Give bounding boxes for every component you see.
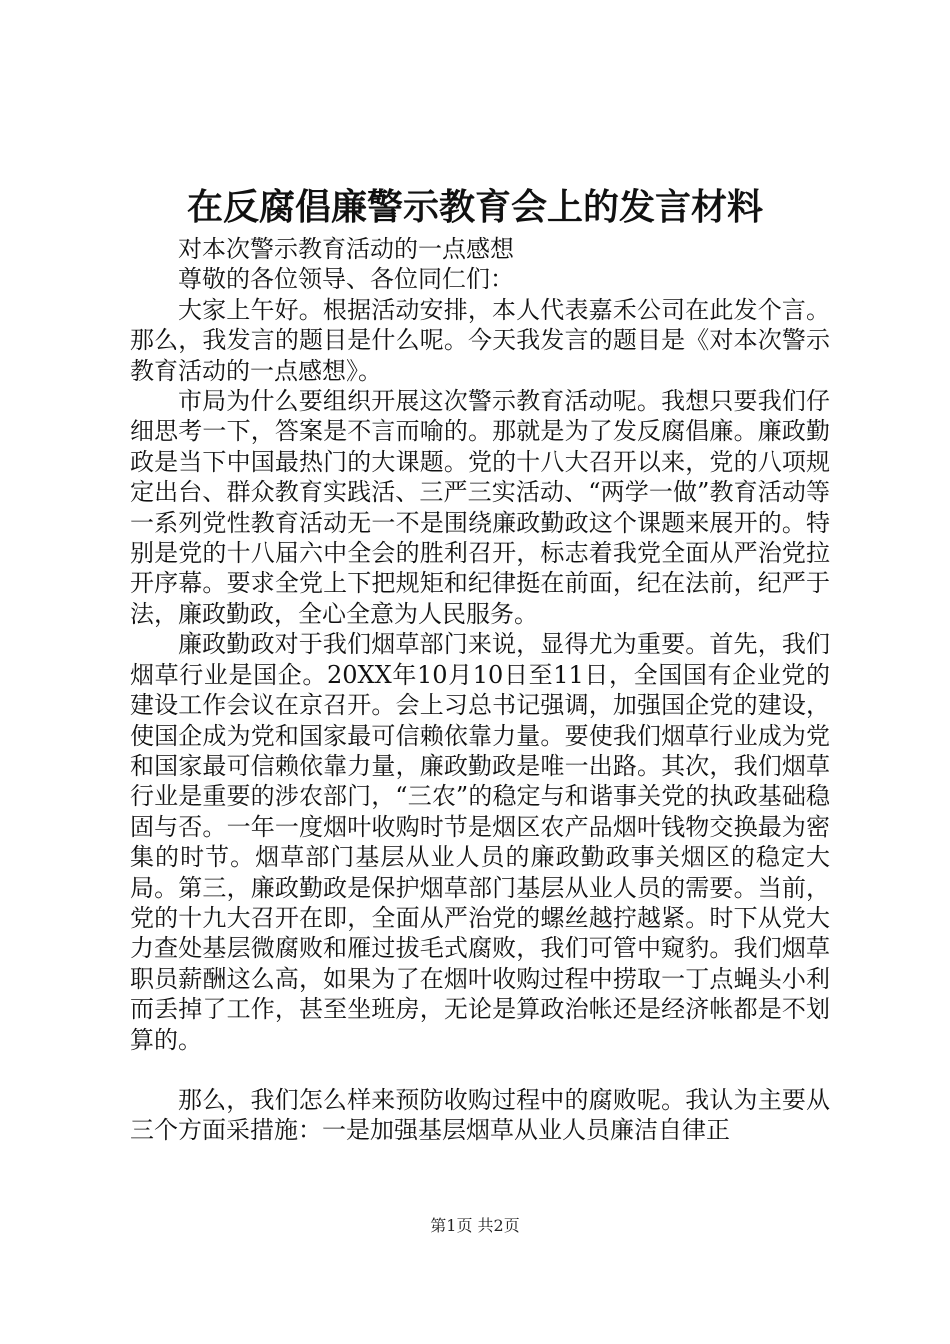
document-body [130,234,830,1146]
document-title: 在反腐倡廉警示教育会上的发言材料 [186,186,763,228]
salutation-paragraph: 尊敬的各位领导、各位同仁们： [178,265,514,294]
subtitle-paragraph: 对本次警示教育活动的一点感想 [178,235,514,263]
body-paragraph: 市局为什么要组织开展这次警示教育活动呢。我想只要我们仔细思考一下，答案是不言而喻的。那就是为了发反腐倡廉。廉政勤政是当下中国最热门的大课题。党的十八大召开以来，党的八项规定出台、群众教育实践活、三严三实活动、“两学一做”教育活动等一系列党性教育活动无一不是围绕廉政勤政这个课题来展开的。特别是党的十八届六中全会的胜利召开，标志着我党全面从严治党拉开序幕。要求全党上下把规矩和纪律挺在前面，纪在法前，纪严于法，廉政勤政，全心全意为人民服务。 [130,387,830,628]
body-paragraph: 廉政勤政对于我们烟草部门来说，显得尤为重要。首先，我们烟草行业是国企。20XX年10月10日至11日，全国国有企业党的建设工作会议在京召开。会上习总书记强调，加强国企党的建设，使国企成为党和国家最可信赖依靠力量。要使我们烟草行业成为党和国家最可信赖依靠力量，廉政勤政是唯一出路。其次，我们烟草行业是重要的涉农部门，“三农”的稳定与和谐事关党的执政基础稳固与否。一年一度烟叶收购时节是烟区农产品烟叶钱物交换最为密集的时节。烟草部门基层从业人员的廉政勤政事关烟区的稳定大局。第三，廉政勤政是保护烟草部门基层从业人员的需要。当前，党的十九大召开在即，全面从严治党的螺丝越拧越紧。时下从党大力查处基层微腐败和雁过拔毛式腐败，我们可管中窥豹。我们烟草职员薪酬这么高，如果为了在烟叶收购过程中捞取一丁点蝇头小利而丢掉了工作，甚至坐班房，无论是算政治帐还是经济帐都是不划算的。 [130,630,830,1054]
body-paragraph: 那么，我们怎么样来预防收购过程中的腐败呢。我认为主要从三个方面采措施：一是加强基层烟草从业人员廉洁自律正 [130,1085,830,1145]
page-number: 第1页 共2页 [430,1216,520,1235]
page-footer [0,1214,950,1238]
body-paragraph: 大家上午好。根据活动安排，本人代表嘉禾公司在此发个言。那么，我发言的题目是什么呢。今天我发言的题目是《对本次警示教育活动的一点感想》。 [130,295,830,385]
